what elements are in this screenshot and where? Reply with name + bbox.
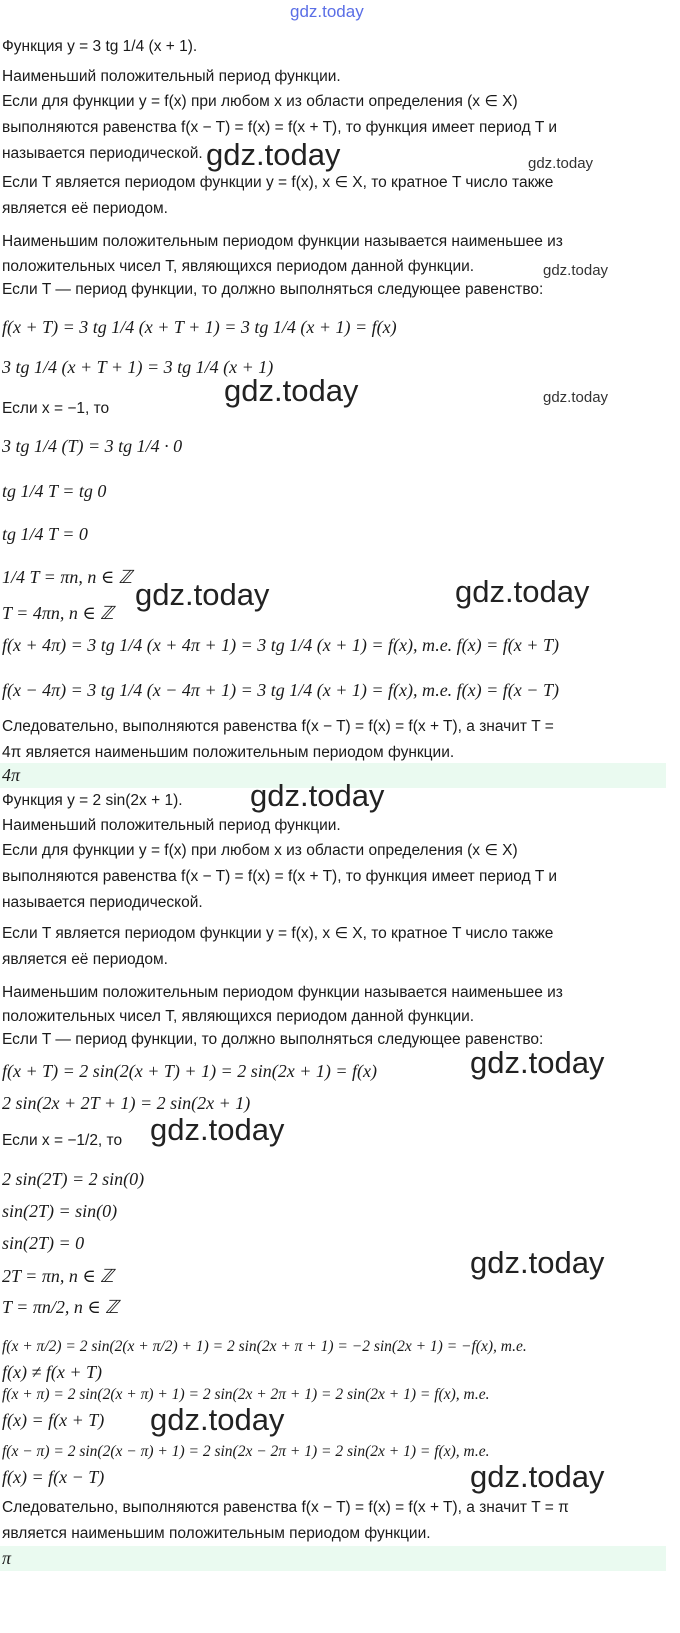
- formula-line: f(x − π) = 2 sin(2(x − π) + 1) = 2 sin(2x − 2π + 1) = 2 sin(2x + 1) = f(x), т.е.: [2, 1443, 490, 1460]
- text-line: Функция y = 2 sin(2x + 1).: [2, 792, 183, 809]
- formula-line: T = 4πn, n ∈ ℤ: [2, 603, 114, 623]
- text-line: является наименьшим положительным периодом функции.: [2, 1525, 431, 1542]
- formula-line: 1/4 T = πn, n ∈ ℤ: [2, 567, 133, 587]
- text-line: Если T — период функции, то должно выполняться следующее равенство:: [2, 281, 544, 298]
- text-line: Наименьший положительный период функции.: [2, 68, 341, 85]
- formula-line: T = πn/2, n ∈ ℤ: [2, 1297, 119, 1317]
- formula-line: 3 tg 1/4 (x + T + 1) = 3 tg 1/4 (x + 1): [2, 357, 274, 377]
- watermark: gdz.today: [150, 1402, 285, 1437]
- text-line: положительных чисел T, являющихся периодом данной функции.: [2, 1008, 475, 1025]
- formula-line: f(x) = f(x + T): [2, 1410, 105, 1430]
- text-line: Следовательно, выполняются равенства f(x − T) = f(x) = f(x + T), а значит T = π: [2, 1499, 569, 1516]
- formula-line: f(x − 4π) = 3 tg 1/4 (x − 4π + 1) = 3 tg 1/4 (x + 1) = f(x), т.е. f(x) = f(x − T): [2, 680, 559, 700]
- formula-line: f(x + T) = 2 sin(2(x + T) + 1) = 2 sin(2x + 1) = f(x): [2, 1061, 377, 1081]
- text-line: называется периодической.: [2, 145, 203, 162]
- formula-line: f(x + π) = 2 sin(2(x + π) + 1) = 2 sin(2x + 2π + 1) = 2 sin(2x + 1) = f(x), т.е.: [2, 1386, 490, 1403]
- watermark: gdz.today: [224, 373, 359, 408]
- text-line: называется периодической.: [2, 894, 203, 911]
- watermark: gdz.today: [470, 1045, 605, 1080]
- formula-line: tg 1/4 T = 0: [2, 524, 88, 544]
- formula-line: f(x) = f(x − T): [2, 1467, 105, 1487]
- formula-line: 2 sin(2T) = 2 sin(0): [2, 1169, 145, 1189]
- watermark: gdz.today: [543, 262, 609, 279]
- text-line: Функция y = 3 tg 1/4 (x + 1).: [2, 38, 198, 55]
- text-line: Если T — период функции, то должно выполняться следующее равенство:: [2, 1031, 544, 1048]
- watermark: gdz.today: [470, 1245, 605, 1280]
- text-line: Если T является периодом функции y = f(x), x ∈ X, то кратное T число также: [2, 925, 554, 942]
- formula-line: 2T = πn, n ∈ ℤ: [2, 1266, 114, 1286]
- formula-line: f(x) ≠ f(x + T): [2, 1362, 102, 1382]
- text-line: является её периодом.: [2, 951, 168, 968]
- formula-line: f(x + 4π) = 3 tg 1/4 (x + 4π + 1) = 3 tg 1/4 (x + 1) = f(x), т.е. f(x) = f(x + T): [2, 635, 559, 655]
- text-line: Следовательно, выполняются равенства f(x − T) = f(x) = f(x + T), а значит T =: [2, 718, 554, 735]
- watermark: gdz.today: [206, 137, 341, 172]
- watermark: gdz.today: [150, 1112, 285, 1147]
- watermark-top: gdz.today: [290, 2, 364, 21]
- text-line: Наименьшим положительным периодом функции называется наименьшее из: [2, 233, 563, 250]
- text-line: 4π является наименьшим положительным периодом функции.: [2, 744, 455, 761]
- text-line: Если T является периодом функции y = f(x), x ∈ X, то кратное T число также: [2, 174, 554, 191]
- text-line: выполняются равенства f(x − T) = f(x) = f(x + T), то функция имеет период T и: [2, 119, 558, 136]
- text-line: положительных чисел T, являющихся периодом данной функции.: [2, 258, 475, 275]
- watermark: gdz.today: [470, 1459, 605, 1494]
- text-line: Если x = −1/2, то: [2, 1132, 123, 1149]
- formula-line: 3 tg 1/4 (T) = 3 tg 1/4 · 0: [2, 436, 183, 456]
- answer-text: π: [2, 1548, 12, 1568]
- formula-line: 2 sin(2x + 2T + 1) = 2 sin(2x + 1): [2, 1093, 251, 1113]
- text-line: является её периодом.: [2, 200, 168, 217]
- answer-box: [0, 1546, 666, 1571]
- watermark: gdz.today: [543, 389, 609, 406]
- text-line: Если x = −1, то: [2, 400, 110, 417]
- formula-line: f(x + π/2) = 2 sin(2(x + π/2) + 1) = 2 sin(2x + π + 1) = −2 sin(2x + 1) = −f(x), т.е.: [2, 1338, 527, 1355]
- watermark: gdz.today: [250, 778, 385, 813]
- watermark: gdz.today: [455, 574, 590, 609]
- formula-line: f(x + T) = 3 tg 1/4 (x + T + 1) = 3 tg 1/4 (x + 1) = f(x): [2, 317, 397, 337]
- answer-text: 4π: [2, 765, 21, 785]
- formula-line: sin(2T) = 0: [2, 1233, 85, 1253]
- text-line: выполняются равенства f(x − T) = f(x) = f(x + T), то функция имеет период T и: [2, 868, 558, 885]
- watermark: gdz.today: [135, 577, 270, 612]
- text-line: Наименьшим положительным периодом функции называется наименьшее из: [2, 984, 563, 1001]
- formula-line: sin(2T) = sin(0): [2, 1201, 118, 1221]
- text-line: Наименьший положительный период функции.: [2, 817, 341, 834]
- text-line: Если для функции y = f(x) при любом x из области определения (x ∈ X): [2, 93, 518, 110]
- watermark: gdz.today: [528, 155, 594, 172]
- text-line: Если для функции y = f(x) при любом x из области определения (x ∈ X): [2, 842, 518, 859]
- formula-line: tg 1/4 T = tg 0: [2, 481, 107, 501]
